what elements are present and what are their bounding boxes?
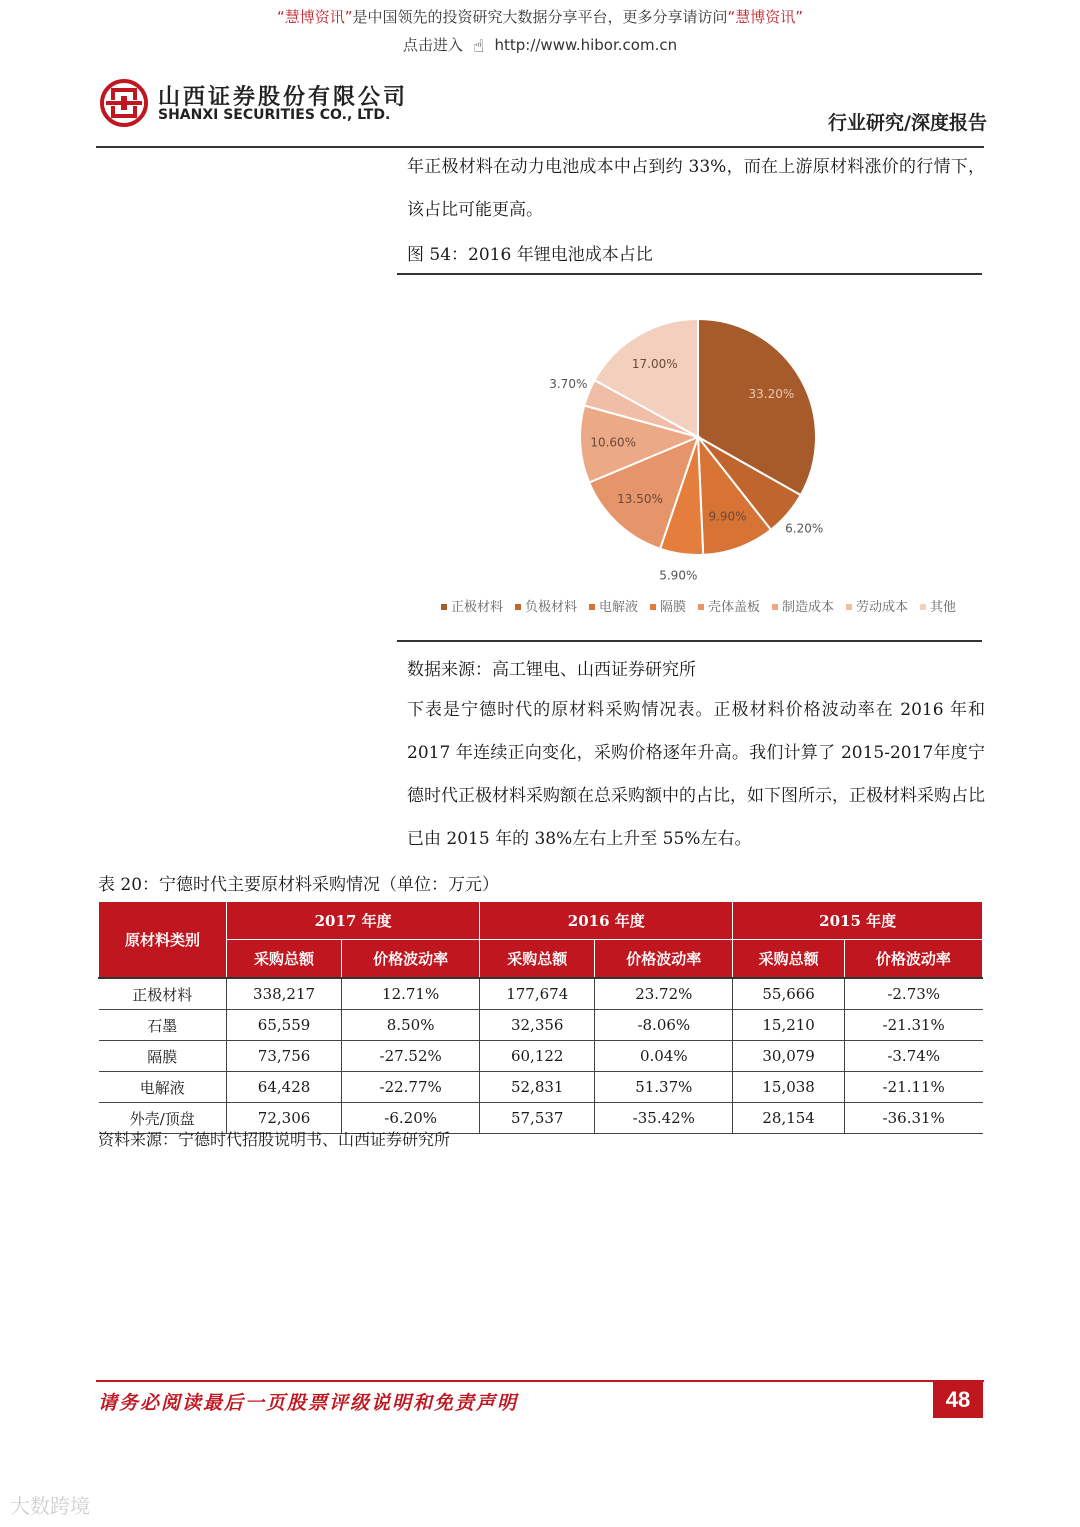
slice-data-label: 9.90%	[708, 509, 747, 524]
table-cell: 51.37%	[595, 1072, 733, 1103]
row-category: 石墨	[99, 1010, 227, 1041]
legend-swatch	[846, 604, 852, 610]
legend-swatch	[698, 604, 704, 610]
figure-top-rule	[397, 273, 982, 275]
table-cell: 15,038	[733, 1072, 845, 1103]
legend-label: 壳体盖板	[708, 600, 761, 615]
table-cell: 0.04%	[595, 1041, 733, 1072]
year-header: 2016 年度	[480, 902, 733, 940]
company-name-cn: 山西证券股份有限公司	[158, 85, 409, 110]
sub-header: 价格波动率	[342, 940, 480, 979]
table-cell: -3.74%	[844, 1041, 982, 1072]
enter-label: 点击进入	[402, 36, 463, 54]
table-cell: 23.72%	[595, 978, 733, 1010]
legend-label: 劳动成本	[856, 600, 909, 615]
table-cell: 28,154	[733, 1103, 845, 1134]
brand-quote-1: “慧博资讯”	[276, 8, 353, 26]
table-cell: -21.31%	[844, 1010, 982, 1041]
slice-data-label: 5.90%	[659, 568, 698, 583]
row-category: 电解液	[99, 1072, 227, 1103]
legend-label: 电解液	[599, 600, 639, 615]
year-header: 2015 年度	[733, 902, 983, 940]
table-cell: 15,210	[733, 1010, 845, 1041]
cost-share-pie-chart	[397, 285, 982, 637]
legend-swatch	[441, 604, 447, 610]
table-cell: 64,428	[227, 1072, 342, 1103]
banner-text: 是中国领先的投资研究大数据分享平台，更多分享请访问	[352, 8, 728, 26]
report-type: 行业研究/深度报告	[828, 112, 987, 134]
promo-banner	[0, 6, 1080, 27]
slice-data-label: 3.70%	[549, 377, 588, 392]
company-name-en: SHANXI SECURITIES CO., LTD.	[158, 107, 391, 123]
slice-data-label: 10.60%	[590, 435, 637, 450]
table-row	[99, 978, 983, 1010]
legend-swatch	[772, 604, 778, 610]
category-header: 原材料类别	[99, 902, 227, 979]
table-cell: 52,831	[480, 1072, 595, 1103]
footer-divider	[96, 1380, 984, 1382]
sub-header: 采购总额	[733, 940, 845, 979]
sub-header: 价格波动率	[595, 940, 733, 979]
table-cell: 8.50%	[342, 1010, 480, 1041]
paragraph-1: 年正极材料在动力电池成本中占到约 33%，而在上游原材料涨价的行情下，该占比可能更高。	[407, 157, 985, 220]
row-category: 隔膜	[99, 1041, 227, 1072]
legend-swatch	[515, 604, 521, 610]
table-row	[99, 1072, 983, 1103]
table-row	[99, 1041, 983, 1072]
table-row	[99, 1010, 983, 1041]
slice-data-label: 13.50%	[617, 492, 663, 507]
slice-data-label: 6.20%	[785, 521, 824, 536]
table-source: 资料来源：宁德时代招股说明书、山西证券研究所	[98, 1130, 451, 1149]
sub-header: 采购总额	[227, 940, 342, 979]
row-category: 正极材料	[99, 978, 227, 1010]
figure-title: 图 54：2016 年锂电池成本占比	[407, 245, 653, 265]
hibor-link[interactable]: http://www.hibor.com.cn	[494, 36, 678, 54]
table-cell: 12.71%	[342, 978, 480, 1010]
year-header: 2017 年度	[227, 902, 480, 940]
table-cell: -35.42%	[595, 1103, 733, 1134]
table-cell: 177,674	[480, 978, 595, 1010]
sub-header: 价格波动率	[844, 940, 982, 979]
legend-label: 隔膜	[660, 600, 687, 615]
table-cell: 32,356	[480, 1010, 595, 1041]
paragraph-2: 下表是宁德时代的原材料采购情况表。正极材料价格波动率在 2016 年和 2017 年连续正向变化，采购价格逐年升高。我们计算了 2015-2017年度宁德时代正极材料采购额在总采购额中的占比，如下图所示，正极材料采购占比已由 2015 年的 38%左右上升至 55%左右。	[407, 700, 985, 849]
legend-label: 正极材料	[451, 600, 504, 615]
company-logo	[100, 79, 148, 127]
slice-data-label: 33.20%	[748, 387, 795, 402]
legend-swatch	[920, 604, 926, 610]
table-cell: 30,079	[733, 1041, 845, 1072]
table-cell: -21.11%	[844, 1072, 982, 1103]
table-cell: 57,537	[480, 1103, 595, 1134]
page-number: 48	[933, 1382, 983, 1418]
table-cell: 60,122	[480, 1041, 595, 1072]
figure-bottom-rule	[397, 640, 982, 642]
promo-link-row	[0, 34, 1080, 57]
disclaimer-note: 请务必阅读最后一页股票评级说明和免责声明	[98, 1392, 519, 1414]
sub-header: 采购总额	[480, 940, 595, 979]
table-cell: 338,217	[227, 978, 342, 1010]
purchase-table	[98, 901, 983, 1134]
row-category: 外壳/顶盘	[99, 1103, 227, 1134]
table-cell: -27.52%	[342, 1041, 480, 1072]
legend-label: 制造成本	[782, 600, 835, 615]
table-cell: 65,559	[227, 1010, 342, 1041]
table-cell: 55,666	[733, 978, 845, 1010]
brand-quote-2: “慧博资讯”	[727, 8, 804, 26]
legend-swatch	[589, 604, 595, 610]
table-title: 表 20：宁德时代主要原材料采购情况（单位：万元）	[98, 875, 500, 895]
table-cell: -36.31%	[844, 1103, 982, 1134]
table-cell: -8.06%	[595, 1010, 733, 1041]
table-cell: -6.20%	[342, 1103, 480, 1134]
legend-swatch	[650, 604, 656, 610]
legend-label: 负极材料	[525, 600, 578, 615]
legend-label: 其他	[930, 600, 957, 615]
slice-data-label: 17.00%	[631, 356, 678, 371]
watermark: 大数跨境	[10, 1494, 90, 1518]
pointer-hand-icon: ☝	[473, 36, 485, 57]
figure-source: 数据来源：高工锂电、山西证券研究所	[407, 660, 696, 680]
table-cell: 73,756	[227, 1041, 342, 1072]
table-cell: -2.73%	[844, 978, 982, 1010]
table-cell: 72,306	[227, 1103, 342, 1134]
table-cell: -22.77%	[342, 1072, 480, 1103]
